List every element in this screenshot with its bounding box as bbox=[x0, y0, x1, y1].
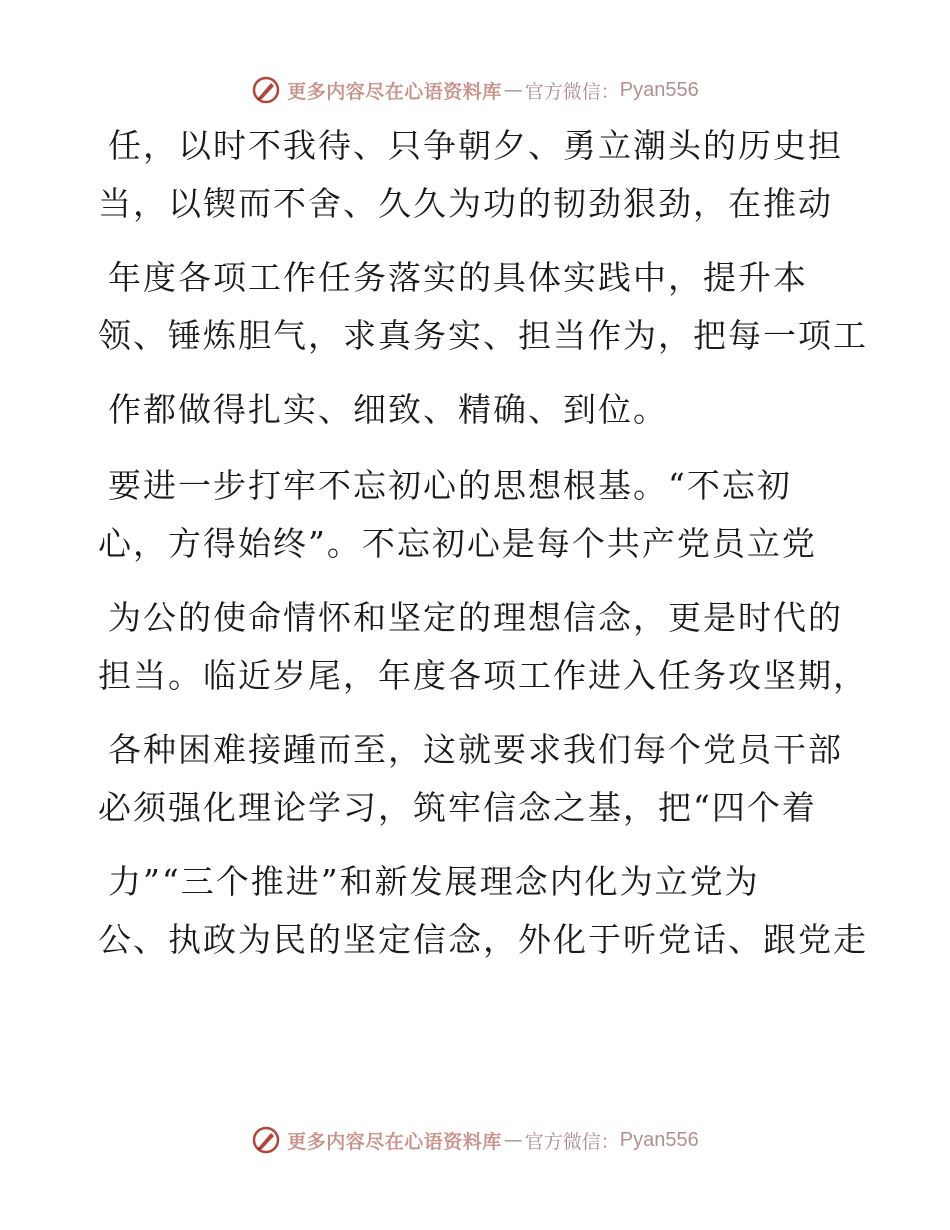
wechat-label: 官方微信： bbox=[524, 80, 620, 103]
pen-logo-icon bbox=[251, 1125, 281, 1155]
body-line-7: 心，方得始终”。不忘初心是每个共产党员立党 bbox=[98, 524, 817, 563]
body-line-4: 领、锤炼胆气，求真务实、担当作为，把每一项工 bbox=[98, 316, 868, 355]
body-line-10: 各种困难接踵而至，这就要求我们每个党员干部 bbox=[108, 730, 843, 769]
body-line-2: 当，以锲而不舍、久久为功的韧劲狠劲，在推动 bbox=[98, 184, 833, 223]
body-line-13: 公、执政为民的坚定信念，外化于听党话、跟党走 bbox=[98, 920, 868, 959]
body-line-12: 力”“三个推进”和新发展理念内化为立党为 bbox=[108, 862, 760, 901]
brand-text: 更多内容尽在心语资料库 bbox=[287, 80, 502, 103]
body-line-1: 任，以时不我待、只争朝夕、勇立潮头的历史担 bbox=[108, 126, 843, 165]
footer-banner bbox=[0, 1120, 950, 1160]
wechat-label: 官方微信： bbox=[524, 1130, 620, 1153]
wechat-id: Pyan556 bbox=[619, 78, 699, 101]
header-banner bbox=[0, 70, 950, 110]
body-line-3: 年度各项工作任务落实的具体实践中，提升本 bbox=[108, 258, 808, 297]
body-line-11: 必须强化理论学习，筑牢信念之基，把“四个着 bbox=[98, 788, 817, 827]
body-line-9: 担当。临近岁尾，年度各项工作进入任务攻坚期， bbox=[98, 656, 868, 695]
brand-text: 更多内容尽在心语资料库 bbox=[287, 1130, 502, 1153]
wechat-id: Pyan556 bbox=[619, 1128, 699, 1151]
body-line-5: 作都做得扎实、细致、精确、到位。 bbox=[108, 390, 668, 429]
pen-logo-icon bbox=[251, 75, 281, 105]
banner-separator: — bbox=[503, 1129, 523, 1151]
banner-separator: — bbox=[503, 79, 523, 101]
body-line-8: 为公的使命情怀和坚定的理想信念，更是时代的 bbox=[108, 598, 843, 637]
body-line-6: 要进一步打牢不忘初心的思想根基。“不忘初 bbox=[108, 466, 792, 505]
